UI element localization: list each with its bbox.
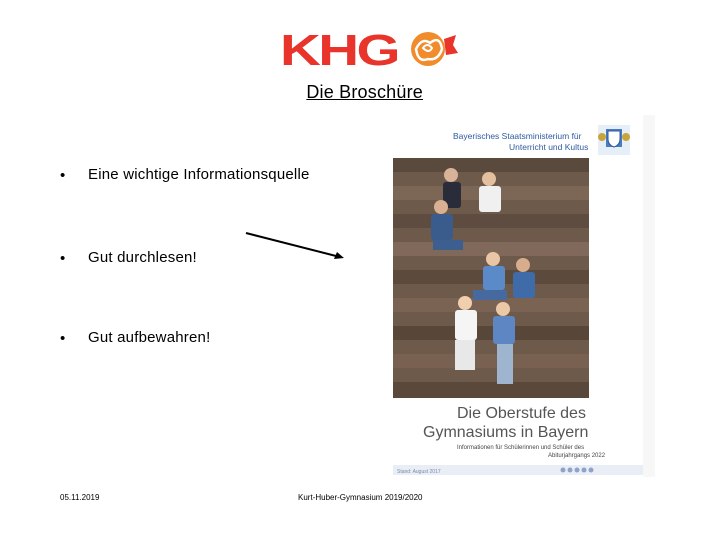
- logo-text: KHG: [280, 29, 398, 69]
- brochure-cover: [393, 115, 655, 477]
- ministry-name-line1: Bayerisches Staatsministerium für: [453, 131, 582, 141]
- students-on-stairs-photo: [393, 158, 589, 398]
- footer-date: 05.11.2019: [60, 493, 100, 502]
- ministry-name-line2: Unterricht und Kultus: [509, 142, 589, 152]
- arrow-icon: [240, 225, 350, 265]
- bullet-text-read-carefully: Gut durchlesen!: [88, 249, 197, 266]
- khg-logo: [280, 29, 458, 69]
- bullet-marker: •: [60, 330, 66, 347]
- bullet-text-keep-safe: Gut aufbewahren!: [88, 329, 211, 346]
- brochure-subtitle-line1: Informationen für Schülerinnen und Schüler des: [457, 445, 585, 451]
- rose-icon: [411, 32, 458, 66]
- brochure-subtitle-line2: Abiturjahrgangs 2022: [548, 453, 606, 459]
- brochure-headline-line1: Die Oberstufe des: [457, 405, 586, 422]
- bavarian-crest-icon: [598, 125, 630, 155]
- brochure-headline-line2: Gymnasiums in Bayern: [423, 424, 589, 441]
- slide-title: Die Broschüre: [306, 82, 423, 102]
- bullet-marker: •: [60, 167, 66, 184]
- brochure-edition: Stand: August 2017: [397, 469, 441, 475]
- bullet-marker: •: [60, 250, 66, 267]
- footer-school: Kurt-Huber-Gymnasium 2019/2020: [298, 493, 423, 502]
- bullet-text-information-source: Eine wichtige Informationsquelle: [88, 166, 310, 183]
